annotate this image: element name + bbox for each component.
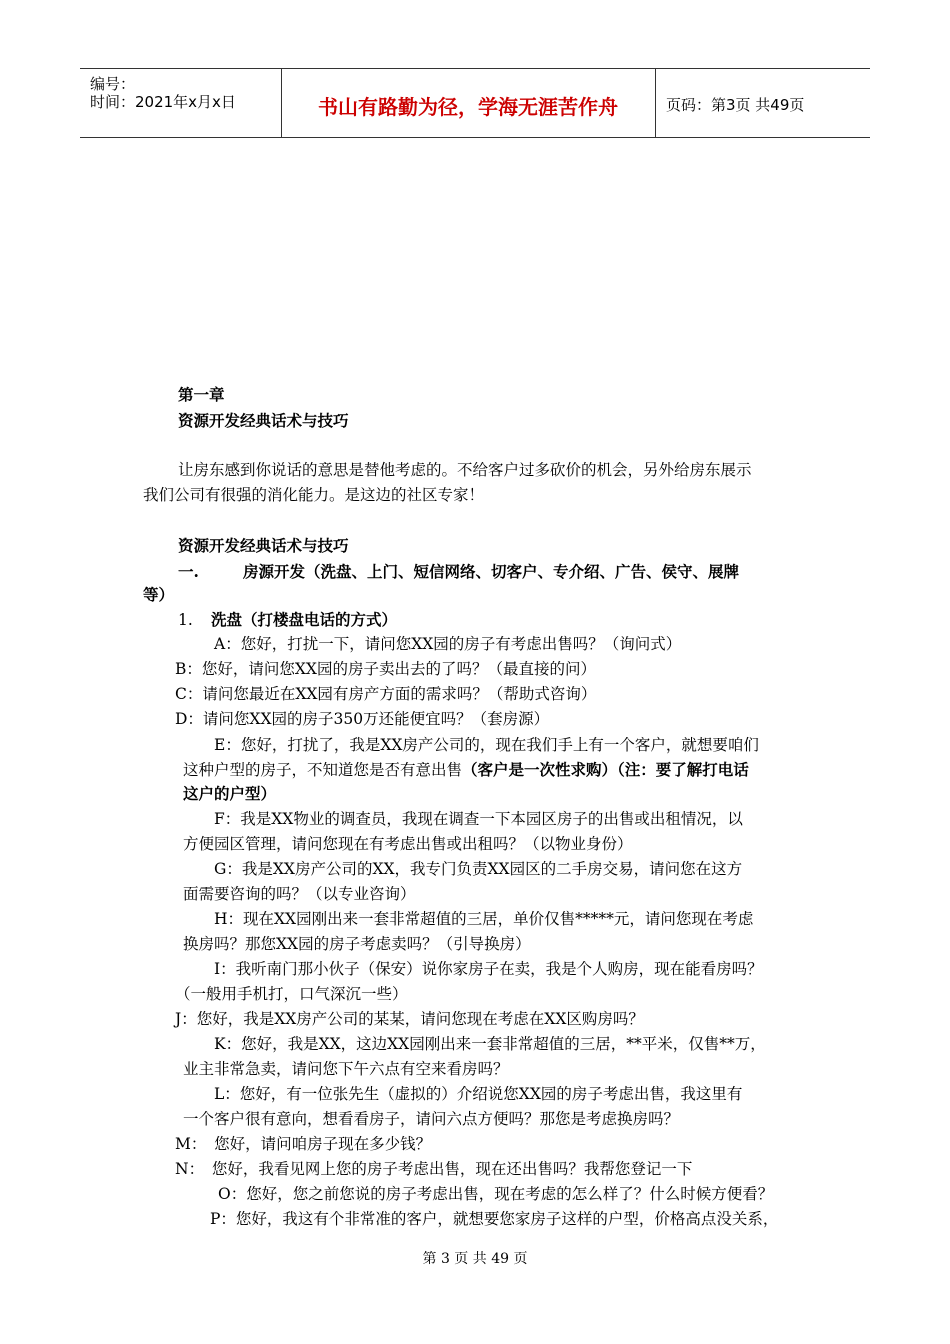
script-line-g2: 面需要咨询的吗？（以专业咨询） <box>183 885 416 903</box>
script-line-e2 <box>183 759 749 781</box>
section-title: 资源开发经典话术与技巧 <box>178 411 349 430</box>
script-line-l2: 一个客户很有意向，想看看房子，请问六点方便吗？那您是考虑换房吗？ <box>183 1110 680 1128</box>
header-left-cell <box>80 69 282 137</box>
page-header <box>80 68 870 138</box>
item-1-title: 洗盘（打楼盘电话的方式） <box>211 610 398 629</box>
intro-line-2: 我们公司有很强的消化能力。是这边的社区专家！ <box>143 486 485 504</box>
script-line-i1: I：我听南门那小伙子（保安）说你家房子在卖，我是个人购房，现在能看房吗？ <box>214 960 763 978</box>
script-line-h1: H：现在XX园刚出来一套非常超值的三居，单价仅售*****元，请问您现在考虑 <box>214 910 754 928</box>
item-1-number: 1. <box>178 611 193 629</box>
part-one-text: 房源开发（洗盘、上门、短信网络、切客户、专介绍、广告、侯守、展牌 <box>243 562 740 581</box>
part-one-continuation: 等） <box>143 585 175 604</box>
script-line-d: D：请问您XX园的房子350万还能便宜吗？（套房源） <box>175 710 550 728</box>
intro-line-1: 让房东感到你说话的意思是替他考虑的。不给客户过多砍价的机会，另外给房东展示 <box>178 461 752 479</box>
page-footer: 第 3 页 共 49 页 <box>422 1251 528 1267</box>
subtitle: 资源开发经典话术与技巧 <box>178 536 349 555</box>
script-line-e2-note: （客户是一次性求购）（注：要了解打电话 <box>462 760 749 779</box>
script-line-h2: 换房吗？那您XX园的房子考虑卖吗？（引导换房） <box>183 935 531 953</box>
script-line-m: M： 您好，请问咱房子现在多少钱？ <box>175 1135 432 1153</box>
script-line-b: B：您好，请问您XX园的房子卖出去的了吗？（最直接的问） <box>175 660 596 678</box>
script-line-g1: G：我是XX房产公司的XX，我专门负责XX园区的二手房交易，请问您在这方 <box>214 860 743 878</box>
part-one-number: 一. <box>178 562 199 581</box>
script-line-l1: L：您好，有一位张先生（虚拟的）介绍说您XX园的房子考虑出售，我这里有 <box>214 1085 743 1103</box>
header-page-info: 页码：第3页 共49页 <box>666 96 805 114</box>
script-line-e1: E：您好，打扰了，我是XX房产公司的，现在我们手上有一个客户，就想要咱们 <box>214 736 759 754</box>
header-motto: 书山有路勤为径，学海无涯苦作舟 <box>318 95 618 119</box>
script-line-j: J：您好，我是XX房产公司的某某，请问您现在考虑在XX区购房吗？ <box>175 1010 644 1028</box>
script-line-i2: （一般用手机打，口气深沉一些） <box>175 985 408 1003</box>
chapter-heading: 第一章 <box>178 385 225 404</box>
script-line-c: C：请问您最近在XX园有房产方面的需求吗？（帮助式咨询） <box>175 685 597 703</box>
script-line-e2-text: 这种户型的房子，不知道您是否有意出售 <box>183 761 463 779</box>
header-date: 时间：2021年x月x日 <box>90 93 236 111</box>
script-line-e3: 这户的户型） <box>183 784 277 803</box>
header-right-cell <box>655 69 871 137</box>
script-line-k1: K：您好，我是XX，这边XX园刚出来一套非常超值的三居，**平米，仅售**万， <box>214 1035 766 1053</box>
header-center-cell <box>282 69 654 137</box>
script-line-f2: 方便园区管理，请问您现在有考虑出售或出租吗？（以物业身份） <box>183 835 633 853</box>
script-line-o: O：您好，您之前您说的房子考虑出售，现在考虑的怎么样了？什么时候方便看？ <box>218 1185 774 1203</box>
script-line-n: N： 您好，我看见网上您的房子考虑出售，现在还出售吗？我帮您登记一下 <box>175 1160 693 1178</box>
script-line-f1: F：我是XX物业的调查员，我现在调查一下本园区房子的出售或出租情况，以 <box>214 810 743 828</box>
script-line-p: P：您好，我这有个非常准的客户，就想要您家房子这样的户型，价格高点没关系， <box>210 1210 779 1228</box>
header-number-label: 编号： <box>90 75 136 93</box>
script-line-a: A：您好，打扰一下，请问您XX园的房子有考虑出售吗？（询问式） <box>214 635 682 653</box>
script-line-k2: 业主非常急卖，请问您下午六点有空来看房吗？ <box>183 1060 509 1078</box>
